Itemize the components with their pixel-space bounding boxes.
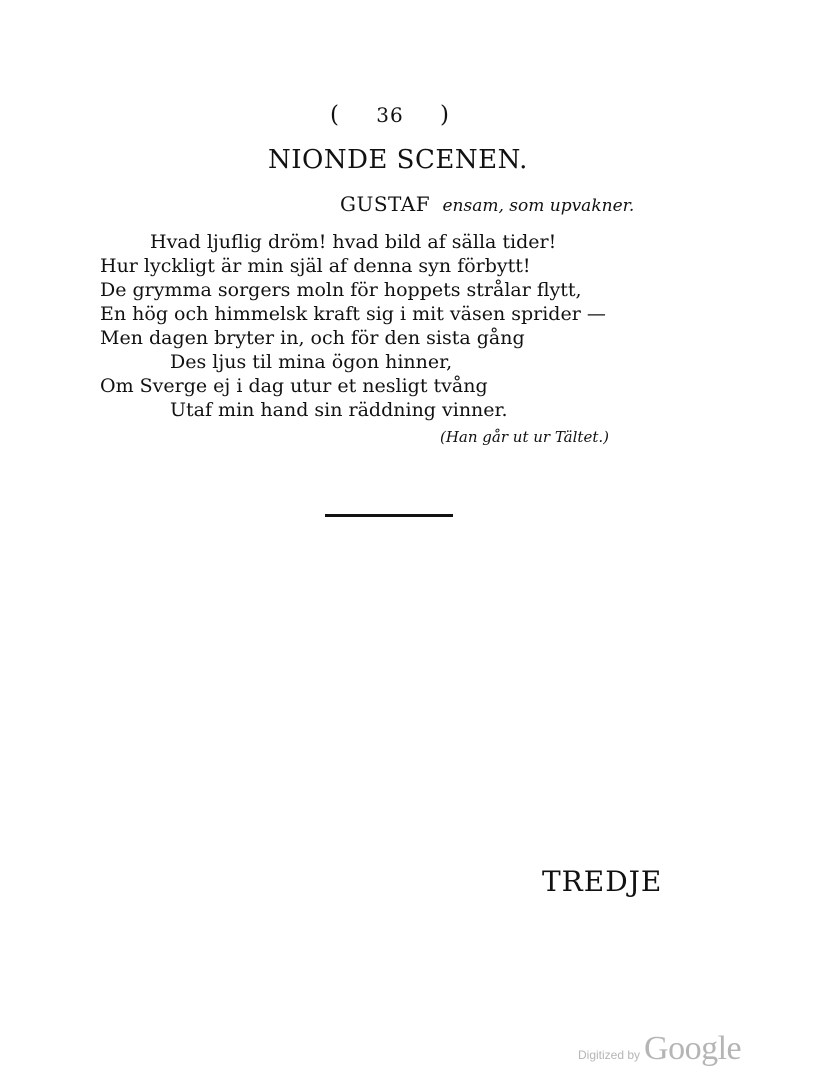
speaker-heading xyxy=(340,192,634,216)
digitized-watermark xyxy=(578,1030,741,1068)
scene-title: NIONDE SCENEN. xyxy=(268,145,528,175)
verse-line: Men dagen bryter in, och för den sista gång xyxy=(100,327,525,349)
verse-line: Om Sverge ej i dag utur et nesligt tvång xyxy=(100,375,488,397)
verse-line: De grymma sorgers moln för hoppets strålar flytt, xyxy=(100,279,582,301)
verse-line: Hur lyckligt är min själ af denna syn förbytt! xyxy=(100,255,531,277)
watermark-prefix: Digitized by xyxy=(578,1048,641,1062)
verse-line: En hög och himmelsk kraft sig i mit väsen sprider — xyxy=(100,303,606,325)
verse-line: Hvad ljuflig dröm! hvad bild af sälla tider! xyxy=(150,231,557,253)
page-number xyxy=(330,102,450,128)
verse-line: Utaf min hand sin räddning vinner. xyxy=(170,399,508,421)
stage-direction: (Han går ut ur Tältet.) xyxy=(440,428,609,446)
speaker-direction: ensam, som upvakner. xyxy=(442,196,635,216)
verse-line: Des ljus til mina ögon hinner, xyxy=(170,351,453,373)
speaker-name: GUSTAF xyxy=(340,192,431,216)
page-number-value: 36 xyxy=(376,103,404,127)
page-number-close-paren: ) xyxy=(440,102,450,128)
page-number-open-paren: ( xyxy=(330,102,340,128)
catchword: TREDJE xyxy=(542,865,663,898)
google-logo: Google xyxy=(644,1030,742,1067)
section-divider-rule xyxy=(325,514,453,517)
verse-block xyxy=(100,230,606,422)
